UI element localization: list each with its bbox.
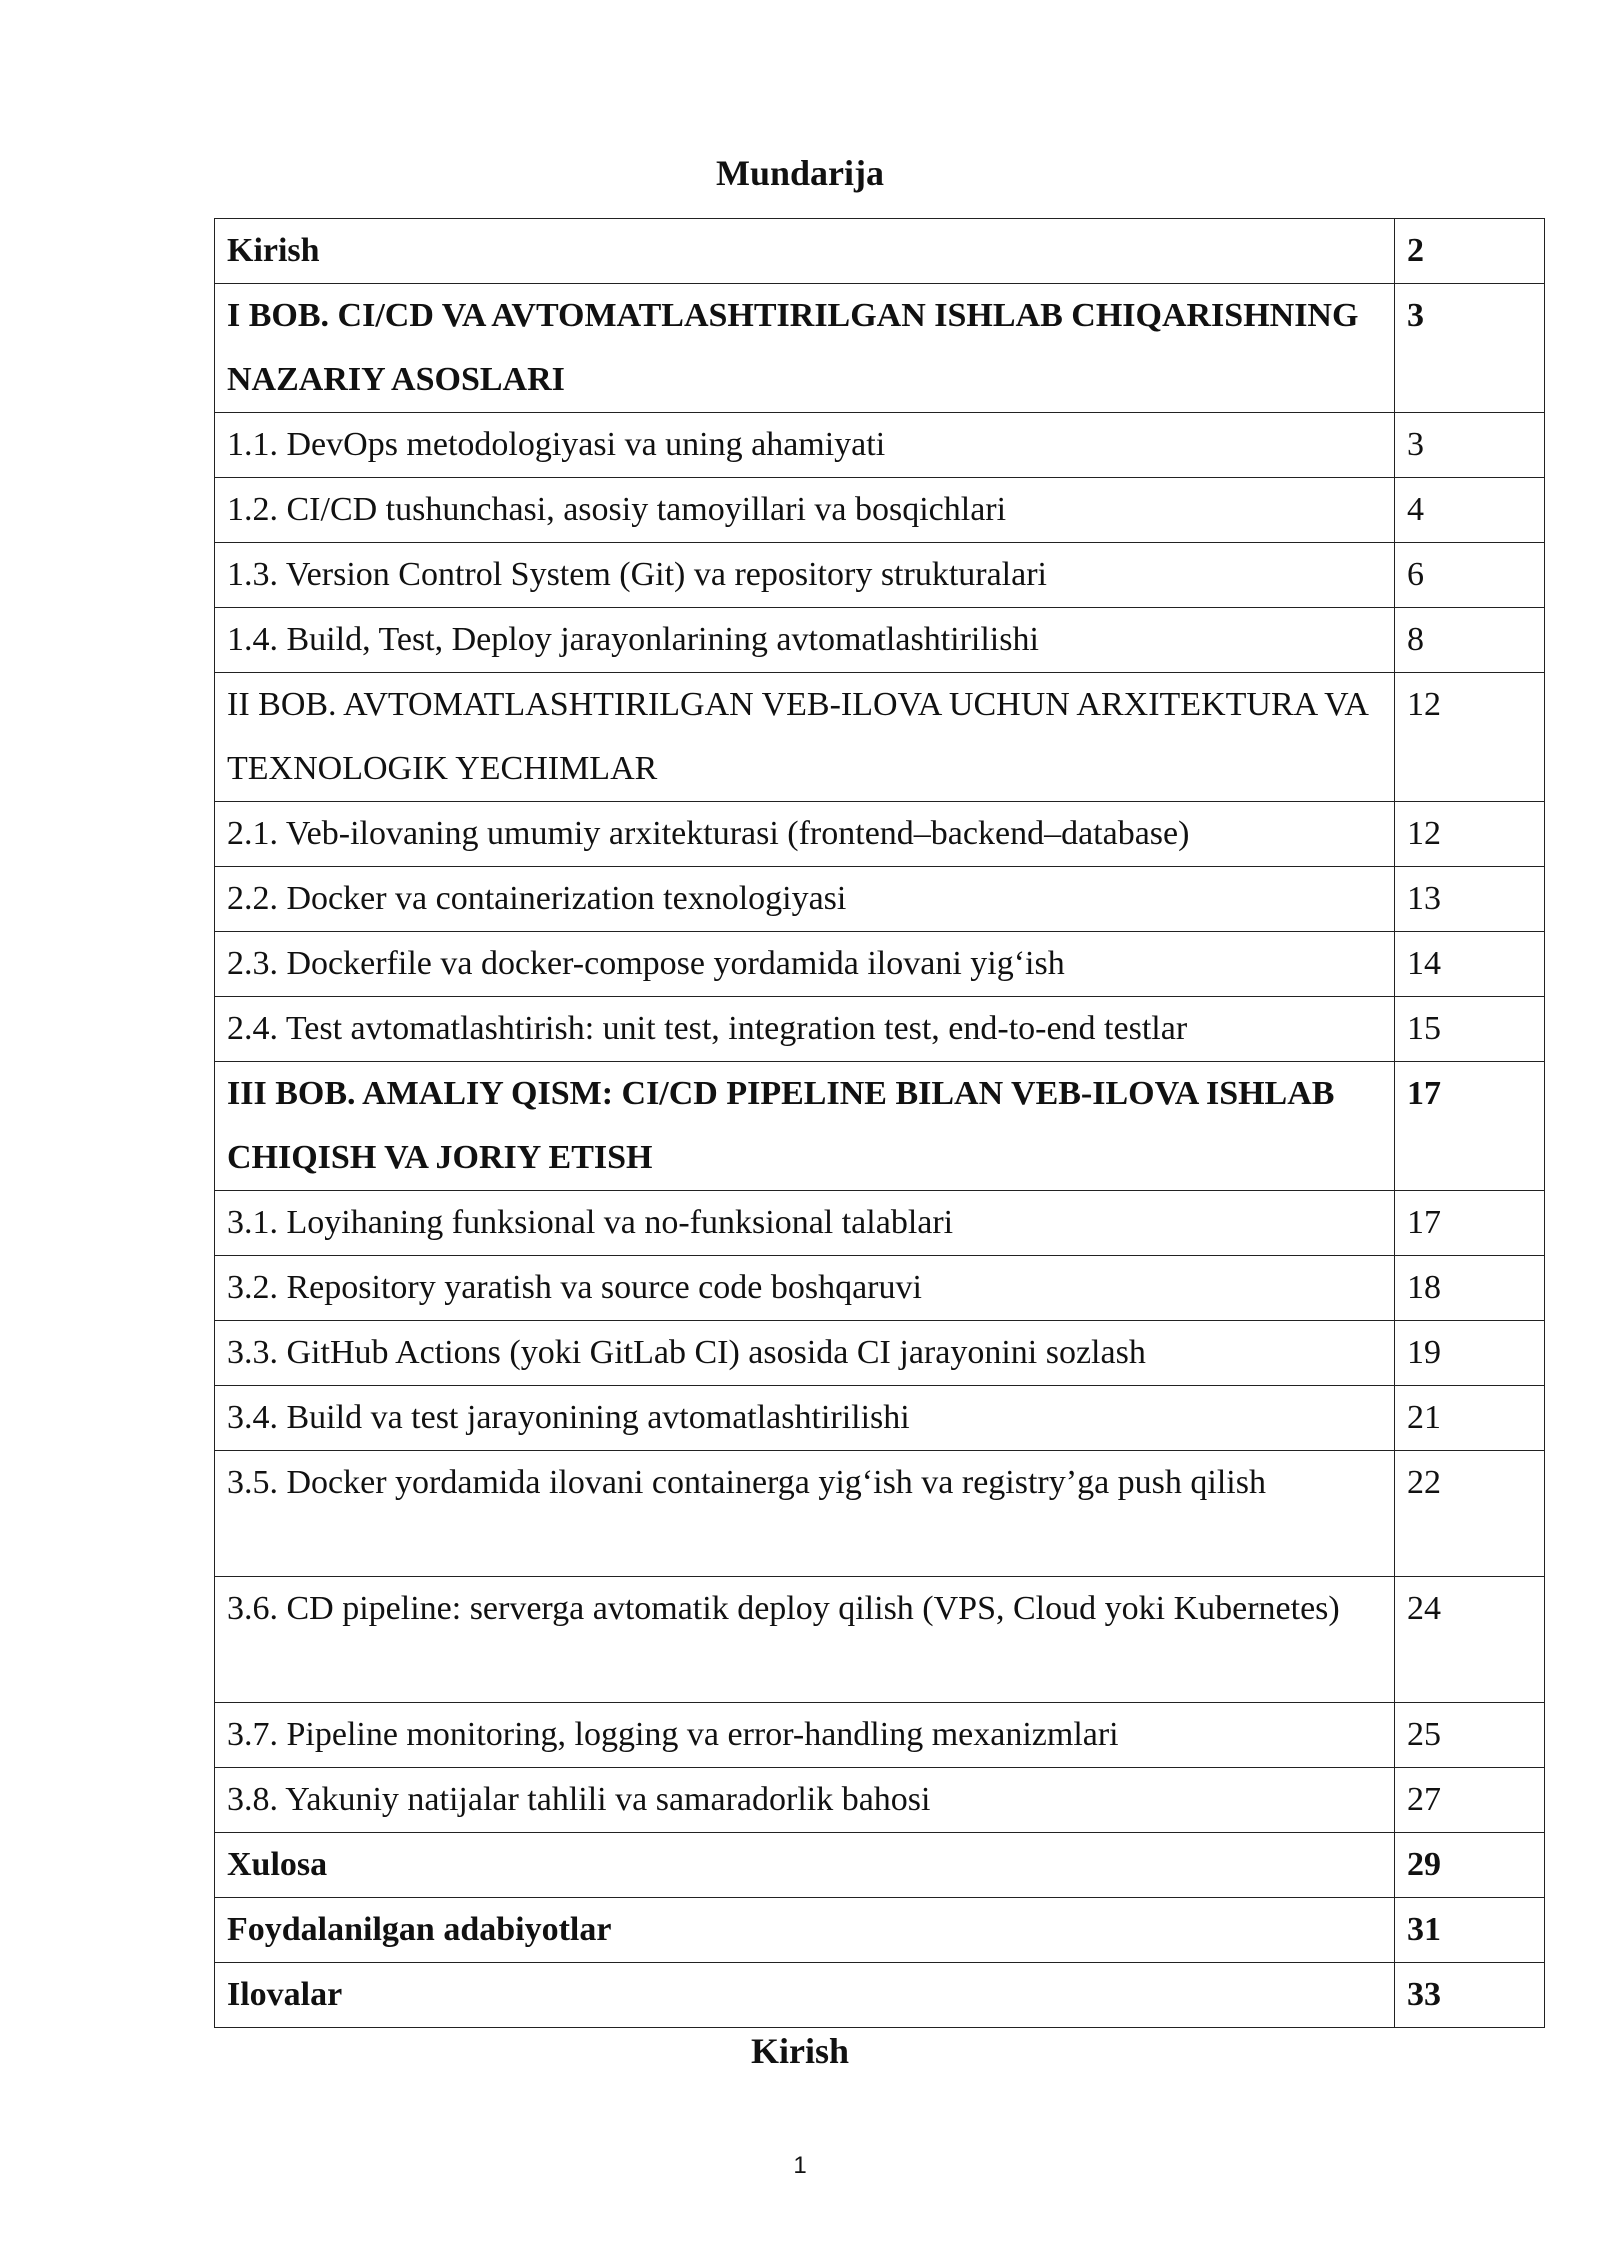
page-title: Mundarija bbox=[715, 153, 884, 193]
toc-entry-title: 2.4. Test avtomatlashtirish: unit test, integration test, end-to-end testlar bbox=[215, 997, 1395, 1062]
toc-entry-title: III BOB. AMALIY QISM: CI/CD PIPELINE BILAN VEB-ILOVA ISHLAB CHIQISH VA JORIY ETISH bbox=[215, 1062, 1395, 1191]
toc-entry-title: 2.1. Veb-ilovaning umumiy arxitekturasi (frontend–backend–database) bbox=[215, 802, 1395, 867]
toc-entry-page: 22 bbox=[1395, 1451, 1545, 1577]
toc-entry-title: 1.2. CI/CD tushunchasi, asosiy tamoyillari va bosqichlari bbox=[215, 478, 1395, 543]
toc-entry-page: 27 bbox=[1395, 1768, 1545, 1833]
toc-row bbox=[215, 932, 1545, 997]
toc-entry-page: 13 bbox=[1395, 867, 1545, 932]
toc-row bbox=[215, 1898, 1545, 1963]
toc-entry-title: 3.4. Build va test jarayonining avtomatlashtirilishi bbox=[215, 1386, 1395, 1451]
toc-row bbox=[215, 1451, 1545, 1577]
toc-row bbox=[215, 1256, 1545, 1321]
toc-row bbox=[215, 1386, 1545, 1451]
toc-entry-title: 1.3. Version Control System (Git) va repository strukturalari bbox=[215, 543, 1395, 608]
toc-row bbox=[215, 1703, 1545, 1768]
toc-entry-title: Kirish bbox=[215, 219, 1395, 284]
toc-row bbox=[215, 608, 1545, 673]
toc-row bbox=[215, 543, 1545, 608]
toc-entry-title: 1.1. DevOps metodologiyasi va uning ahamiyati bbox=[215, 413, 1395, 478]
toc-entry-title: Ilovalar bbox=[215, 1963, 1395, 2028]
toc-entry-page: 17 bbox=[1395, 1062, 1545, 1191]
toc-entry-title: I BOB. CI/CD VA AVTOMATLASHTIRILGAN ISHLAB CHIQARISHNING NAZARIY ASOSLARI bbox=[215, 284, 1395, 413]
toc-entry-title: 3.8. Yakuniy natijalar tahlili va samaradorlik bahosi bbox=[215, 1768, 1395, 1833]
toc-entry-page: 19 bbox=[1395, 1321, 1545, 1386]
toc-entry-page: 21 bbox=[1395, 1386, 1545, 1451]
toc-row bbox=[215, 219, 1545, 284]
table-of-contents bbox=[214, 218, 1545, 2028]
toc-row bbox=[215, 1062, 1545, 1191]
toc-row bbox=[215, 867, 1545, 932]
toc-row bbox=[215, 673, 1545, 802]
toc-row bbox=[215, 1191, 1545, 1256]
toc-entry-page: 31 bbox=[1395, 1898, 1545, 1963]
page-number: 1 bbox=[793, 2152, 807, 2179]
toc-row bbox=[215, 997, 1545, 1062]
toc-row bbox=[215, 1963, 1545, 2028]
toc-entry-page: 6 bbox=[1395, 543, 1545, 608]
toc-entry-title: 3.1. Loyihaning funksional va no-funksional talablari bbox=[215, 1191, 1395, 1256]
toc-entry-title: 2.3. Dockerfile va docker-compose yordamida ilovani yig‘ish bbox=[215, 932, 1395, 997]
toc-entry-page: 2 bbox=[1395, 219, 1545, 284]
toc-entry-title: 3.3. GitHub Actions (yoki GitLab CI) asosida CI jarayonini sozlash bbox=[215, 1321, 1395, 1386]
toc-entry-title: 3.6. CD pipeline: serverga avtomatik deploy qilish (VPS, Cloud yoki Kubernetes) bbox=[215, 1577, 1395, 1703]
toc-row bbox=[215, 802, 1545, 867]
toc-entry-page: 4 bbox=[1395, 478, 1545, 543]
toc-entry-page: 15 bbox=[1395, 997, 1545, 1062]
toc-entry-page: 12 bbox=[1395, 802, 1545, 867]
toc-row bbox=[215, 1768, 1545, 1833]
toc-row bbox=[215, 1833, 1545, 1898]
toc-entry-title: 3.5. Docker yordamida ilovani containerga yig‘ish va registry’ga push qilish bbox=[215, 1451, 1395, 1577]
toc-entry-page: 3 bbox=[1395, 284, 1545, 413]
toc-entry-title: Foydalanilgan adabiyotlar bbox=[215, 1898, 1395, 1963]
toc-row bbox=[215, 1577, 1545, 1703]
toc-entry-title: 3.7. Pipeline monitoring, logging va error-handling mexanizmlari bbox=[215, 1703, 1395, 1768]
toc-entry-title: II BOB. AVTOMATLASHTIRILGAN VEB-ILOVA UCHUN ARXITEKTURA VA TEXNOLOGIK YECHIMLAR bbox=[215, 673, 1395, 802]
toc-entry-page: 14 bbox=[1395, 932, 1545, 997]
toc-entry-page: 18 bbox=[1395, 1256, 1545, 1321]
toc-entry-page: 24 bbox=[1395, 1577, 1545, 1703]
toc-entry-page: 17 bbox=[1395, 1191, 1545, 1256]
toc-entry-title: 2.2. Docker va containerization texnologiyasi bbox=[215, 867, 1395, 932]
toc-row bbox=[215, 478, 1545, 543]
section-heading: Kirish bbox=[750, 2031, 849, 2071]
toc-entry-page: 12 bbox=[1395, 673, 1545, 802]
toc-row bbox=[215, 284, 1545, 413]
toc-entry-title: Xulosa bbox=[215, 1833, 1395, 1898]
toc-entry-page: 29 bbox=[1395, 1833, 1545, 1898]
toc-entry-page: 33 bbox=[1395, 1963, 1545, 2028]
toc-entry-title: 3.2. Repository yaratish va source code boshqaruvi bbox=[215, 1256, 1395, 1321]
toc-entry-page: 3 bbox=[1395, 413, 1545, 478]
toc-entry-title: 1.4. Build, Test, Deploy jarayonlarining avtomatlashtirilishi bbox=[215, 608, 1395, 673]
toc-row bbox=[215, 1321, 1545, 1386]
toc-row bbox=[215, 413, 1545, 478]
toc-entry-page: 8 bbox=[1395, 608, 1545, 673]
toc-entry-page: 25 bbox=[1395, 1703, 1545, 1768]
